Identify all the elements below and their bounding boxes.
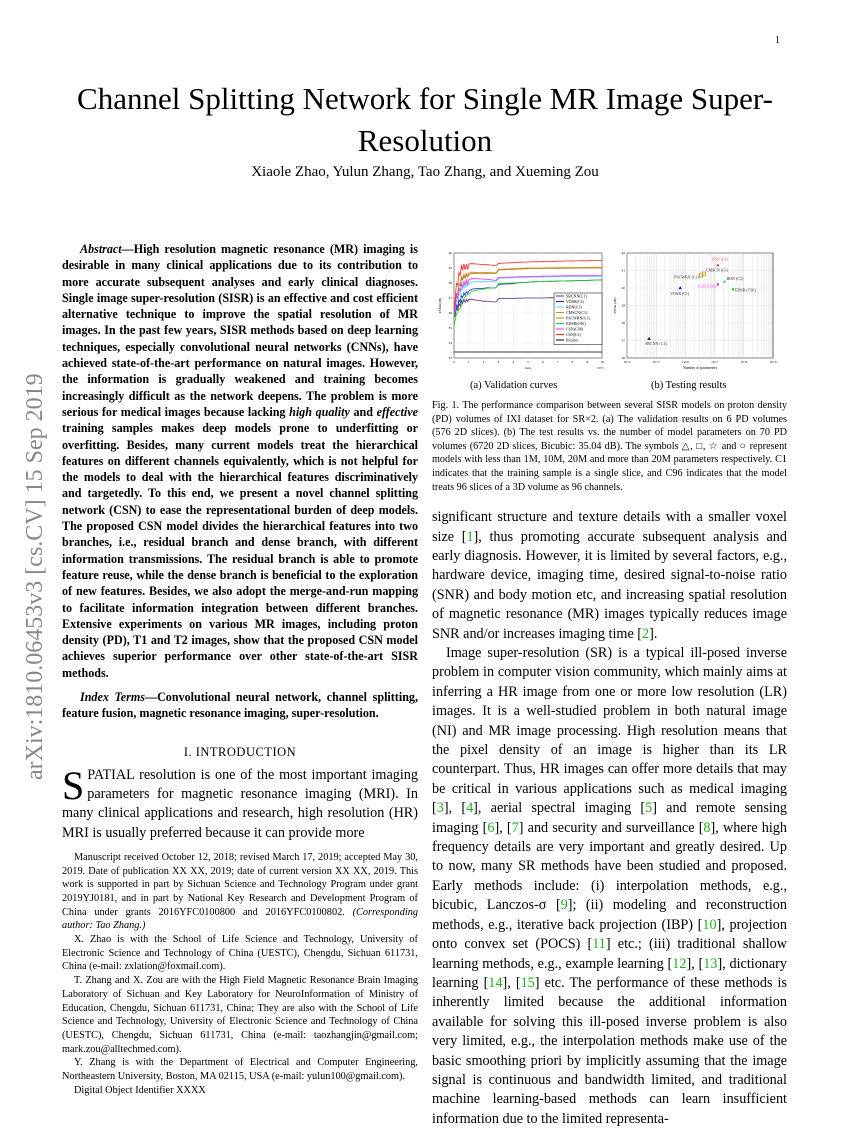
citation-link[interactable]: 9 (560, 897, 568, 914)
authors: Xiaole Zhao, Yulun Zhang, Tao Zhang, and Xueming Zou (251, 164, 599, 180)
citation-link[interactable]: 14 (488, 974, 503, 991)
point-rdn-c1 (723, 281, 725, 283)
x-tick-label: 10^7 (711, 360, 719, 364)
legend-label: SRCNN(C1) (566, 293, 587, 299)
y-tick-label: 39 (448, 266, 452, 271)
y-axis-label: PSNR (dB) (613, 297, 617, 314)
point-label: VDSR (C1) (670, 291, 690, 296)
subcaption-a: (a) Validation curves (470, 380, 558, 391)
x-tick-label: 0 (453, 360, 455, 364)
footnotes (62, 843, 418, 1098)
citation-link[interactable]: 12 (672, 955, 687, 972)
citation-link[interactable]: 8 (703, 819, 711, 836)
abstract-text: and (349, 404, 377, 419)
section-heading: I. INTRODUCTION (183, 744, 297, 759)
intro-paragraph (62, 762, 418, 843)
citation-link[interactable]: 2 (642, 625, 650, 642)
y-axis-label: PSNR(dB) (438, 297, 442, 314)
citation-link[interactable]: 13 (703, 955, 718, 972)
y-tick-label: 34 (448, 341, 452, 346)
body-paragraph: Image super-resolution (SR) is a typical ill-posed inverse problem in computer vision community, which mainly aims at inferring a HR image from one or more low resolution (LR) images. It is a well-studied problem in both natural image (NI) and MR image processing. High resolution means that the pixel density of an image is higher than its LR counterpart. Thus, HR images can offer more details that may be critical in various applications such as medical imaging [3], [4], aerial spectral imaging [5] and remote sensing imaging [6], [7] and security and surveillance [8], where high frequency details are very important and greatly desired. Up to now, many SR methods have been studied and proposed. Early methods include: (i) interpolation methods, e.g., bicubic, Lanczos-σ [9]; (ii) modeling and reconstruction methods, e.g., iterative back projection (IBP) [10], projection onto convex set (POCS) [11] etc.; (iii) traditional shallow learning methods, e.g., example learning [12], [13], dictionary learning [14], [15] etc. The performance of these methods is inherently limited because the additional information available for solving this ill-posed inverse problem is also very limited, e.g., the interpolation methods make use of the basic smoothing priori by implicitly assuming that the image signal is continuous and bandwidth limited, and traditional machine learning-based methods can learn insufficient information due to the limited representa- (432, 645, 788, 1127)
citation-link[interactable]: 10 (702, 916, 717, 933)
legend-label: CSN(C96) (566, 326, 584, 332)
x-axis-label: Number of parameters (682, 366, 718, 370)
legend-label: CMSCN(C1) (566, 309, 588, 315)
footnote (62, 851, 418, 933)
x-tick-label: 7 (556, 360, 559, 364)
legend-label: Bicubic (566, 337, 579, 343)
paper-title: Channel Splitting Network for Single MR Image Super-Resolution (77, 81, 773, 158)
testing-results-chart (610, 245, 788, 380)
citation-link[interactable]: 6 (487, 819, 495, 836)
y-tick-label: 36 (621, 356, 625, 361)
y-tick-label: 41 (621, 268, 625, 273)
intro-text: PATIAL resolution is one of the most important imaging parameters for magnetic resonance imaging (MRI). In many clinical applications and research, high resolution (HR) MRI is usually preferred because it can provide more (62, 766, 418, 841)
point-label: CSN (C1) (711, 256, 729, 262)
abstract-emphasis: effective (376, 404, 418, 419)
point-label: RDN (C1) (726, 275, 744, 281)
y-tick-label: 37 (448, 296, 452, 301)
page-number: 1 (775, 35, 780, 46)
citation-link[interactable]: 7 (511, 819, 519, 836)
x-tick-label: 10^8 (740, 360, 748, 364)
abstract-label: Abstract (80, 242, 122, 256)
y-tick-label: 40 (448, 251, 452, 256)
citation-link[interactable]: 11 (592, 936, 606, 953)
citation-link[interactable]: 1 (466, 528, 474, 545)
y-tick-label: 42 (621, 251, 625, 256)
citation-link[interactable]: 5 (645, 800, 653, 817)
citation-link[interactable]: 15 (520, 974, 535, 991)
y-tick-label: 33 (448, 356, 452, 361)
subcaption-b: (b) Testing results (651, 380, 727, 391)
validation-curves-chart (432, 245, 610, 380)
citation-link[interactable]: 4 (466, 800, 474, 817)
x-tick-label: 8 (571, 360, 574, 364)
footnote: Y. Zhang is with the Department of Electrical and Computer Engineering, Northeastern University, Boston, MA 02115, USA (e-mail: yulun100@gmail.com). (62, 1057, 418, 1083)
abstract-emphasis: high quality (289, 404, 350, 419)
y-tick-label: 38 (621, 321, 625, 326)
footnote: T. Zhang and X. Zou are with the High Field Magnetic Resonance Brain Imaging Laboratory of Sichuan and Key Laboratory for NeuroInformation of Ministry of Education, Chengdu, Sichuan 611731, China; They are also with the School of Life Science and Technology, University of Electronic Science and Technology of China (UESTC), Chengdu, Sichuan 611731, China (e-mail: taozhangjin@gmail.com; mark.zou@alltechmed.com). (62, 975, 418, 1055)
body-paragraph: significant structure and texture details with a smaller voxel size [1], thus promoting accurate subsequent analysis and early diagnosis. However, it is limited by several factors, e.g., hardware device, imaging time, desired signal-to-noise ratio (SNR) and body motion etc, and increasing spatial resolution of magnetic resonance (MR) images typically reduces image SNR and/or increases imaging time [2]. (432, 509, 787, 642)
footnote: X. Zhao is with the School of Life Science and Technology, University of Electronic Science and Technology of China (UESTC), Chengdu, Sichuan 611731, China (e-mail: zxlation@foxmail.com). (62, 934, 418, 973)
x-tick-label: 10 (600, 360, 604, 364)
x-tick-label: 10^6 (681, 360, 689, 364)
x-tick-label: 9 (586, 360, 589, 364)
y-tick-label: 38 (448, 281, 452, 286)
footnote-text: Manuscript received October 12, 2018; revised March 17, 2019; accepted May 30, 2019. Date of publication XX XX, 2019; date of current version XX XX, 2019. This work is supported in part by Sichuan Science and Technology Program under grant 2019YJ0181, and in part by National Key Research and Development Program of China under grants 2016YFC0100800 and 2016YFC0100802. (62, 851, 418, 918)
right-column (432, 399, 787, 1129)
abstract (62, 241, 418, 681)
y-tick-label: 40 (621, 286, 625, 291)
x-axis-label: iters (524, 366, 532, 370)
x-tick-label: 2 (482, 360, 485, 364)
y-tick-label: 37 (621, 338, 625, 343)
point-csn-c1: ★ (715, 263, 721, 269)
index-terms-label: Index Terms (80, 690, 145, 705)
abstract-text: training samples makes deep models prone to underfitting or overfitting. Besides, many current models treat the hierarchical features on different channels equivalently, which is not helpful for the models to deal with the hierarchical features discriminatively and targetedly. To this end, we present a novel channel splitting network (CSN) to ease the representational burden of deep models. The proposed CSN model divides the hierarchical features into two branches, i.e., residual branch and dense branch, with different information transmissions. The residual branch is able to promote feature reuse, while the dense branch is beneficial to the exploration of new features. Besides, we also adopt the merge-and-run mapping to facilitate information integration between different branches. Extensive experiments on various MR images, including proton density (PD), T1 and T2 images, show that the proposed CSN model achieves superior performance over other state-of-the-art SISR methods. (62, 421, 418, 680)
y-tick-label: 35 (448, 326, 452, 331)
figure-caption: Fig. 1. The performance comparison between several SISR models on proton density (PD) volumes of IXI dataset for SR×2. (a) The validation results on 6 PD volumes (576 2D slices). (b) The test results vs. the number of model parameters on 70 PD volumes (6720 2D slices, Bicubic: 35.04 dB). The symbols △, □, ☆ and ○ represent models with less than 1M, 10M, 20M and more than 20M parameters respectively. C1 indicates that the training sample is a single slice, and C96 indicates that the model treats 96 slices of a 3D volume as 96 channels. (432, 400, 787, 493)
legend-label: RDN(C1) (566, 304, 582, 310)
x-tick-label: 5 (527, 360, 529, 364)
x-tick-label: 10^4 (623, 360, 631, 364)
arxiv-watermark: arXiv:1810.06453v3 [cs.CV] 15 Sep 2019 (22, 373, 48, 780)
point-edsr-c96 (732, 288, 734, 290)
x-tick-label: 6 (541, 360, 544, 364)
index-terms (62, 689, 418, 722)
x-tick-label: 10^5 (652, 360, 660, 364)
y-tick-label: 39 (621, 303, 625, 308)
x-tick-label: 3 (497, 360, 500, 364)
x-tick-label: 10^9 (769, 360, 777, 364)
right-column-body (432, 508, 787, 1129)
left-column (62, 241, 418, 1097)
corresponding-author: (Corresponding author: Tao Zhang.) (62, 906, 419, 932)
legend-label: VDSR(C1) (566, 298, 585, 304)
x-tick-label: 4 (512, 360, 515, 364)
abstract-text: —High resolution magnetic resonance (MR) imaging is desirable in many clinical applications due to its contribution to more accurate subsequent analyses and early clinical diagnoses. Single image super-resolution (SISR) is an effective and cost efficient alternative technique to improve the spatial resolution of MR images. In the past few years, SISR methods based on deep learning techniques, especially convolutional neural networks (CNNs), have achieved state-of-the-art performance on natural images. However, the information is gradually weakened and training becomes increasingly difficult as the network deepens. The problem is more serious for medical images because lacking (62, 242, 418, 419)
y-tick-label: 36 (448, 311, 452, 316)
citation-link[interactable]: 3 (436, 800, 444, 817)
drop-cap: S (62, 762, 85, 808)
x-multiplier: ×10^5 (596, 366, 604, 370)
point-label: SRCNN (C1) (645, 340, 667, 346)
point-label: CMSCN (C1) (705, 267, 729, 273)
footnote: Digital Object Identifier XXXX (74, 1084, 206, 1096)
legend-label: EDSR(C96) (566, 320, 586, 326)
legend-label: PSCWRN(C1) (566, 315, 590, 321)
x-tick-label: 1 (467, 360, 470, 364)
point-csn-c96: ★ (715, 283, 721, 288)
point-label: CSN (C96) (697, 283, 716, 289)
legend-label: CSN(C1) (566, 331, 582, 337)
point-label: EDSR (C96) (735, 287, 756, 293)
point-label: PSCWRN (C1) (674, 274, 699, 280)
index-terms-text: —Convolutional neural network, channel splitting, feature fusion, magnetic resonance imaging, super-resolution. (62, 690, 418, 721)
